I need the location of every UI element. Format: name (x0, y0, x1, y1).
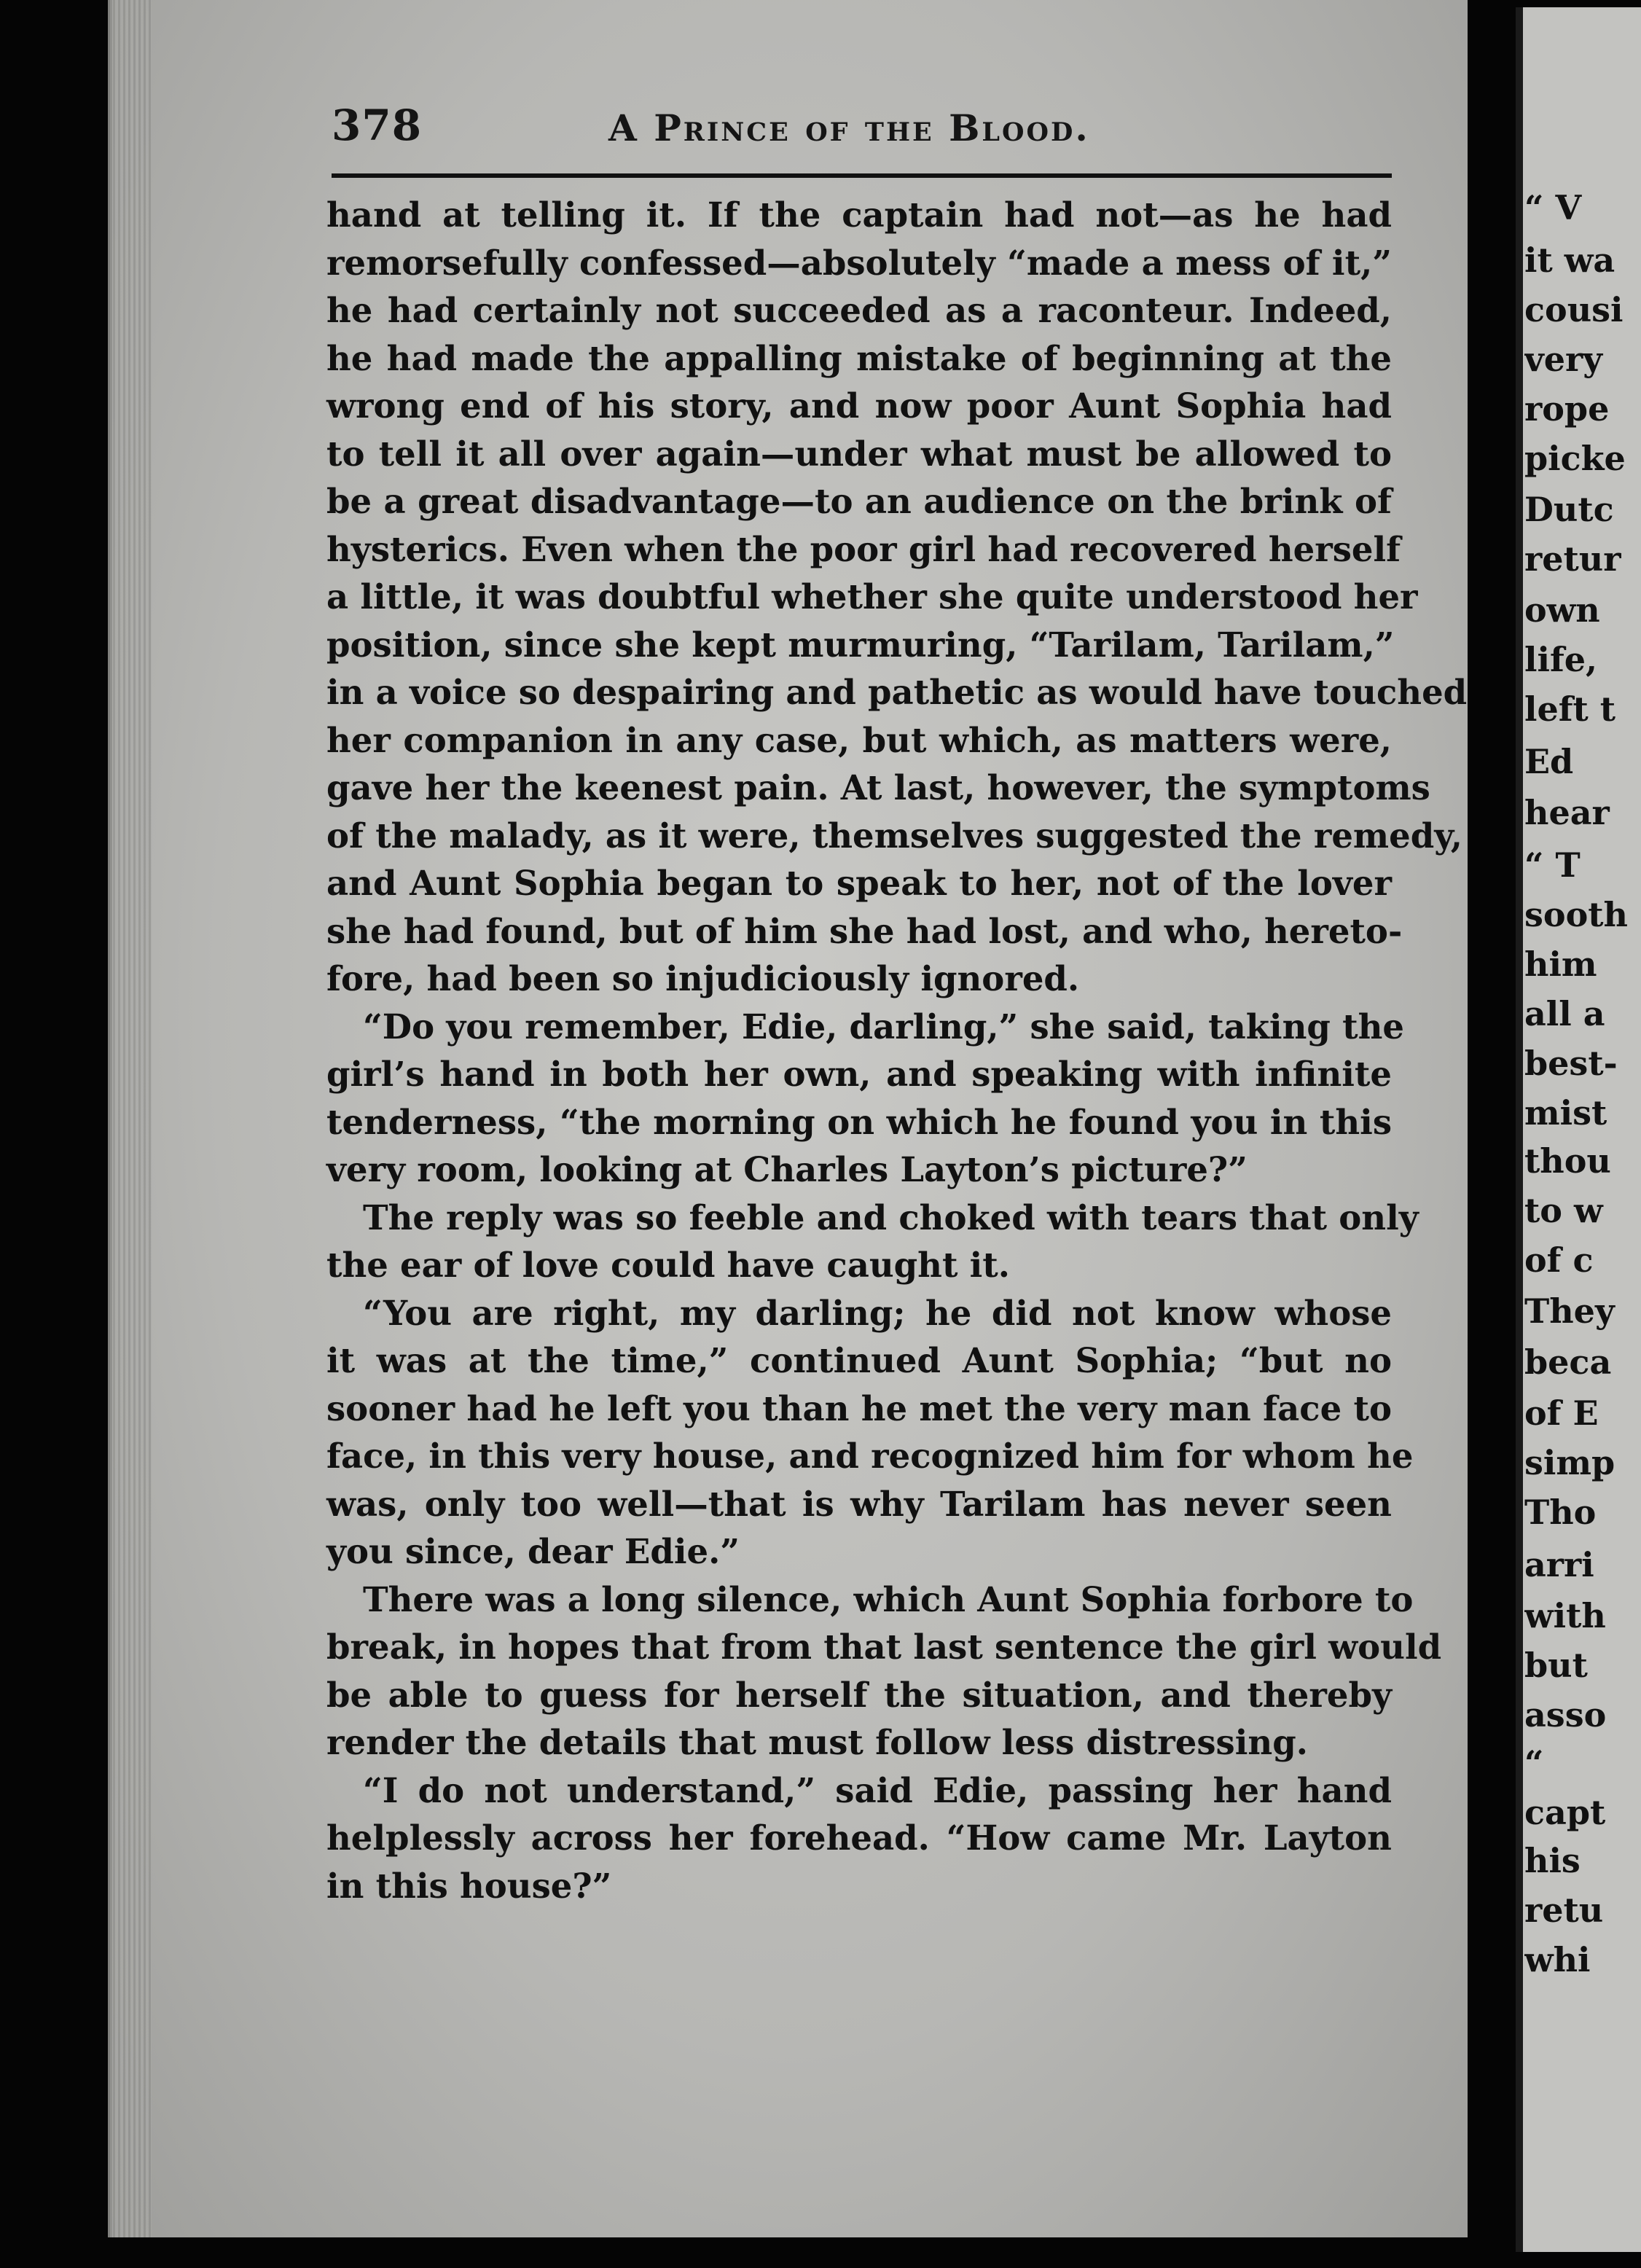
text-line: “You are right, my darling; he did not know whose (363, 1292, 1392, 1333)
facing-page-fragment: beca (1524, 1342, 1612, 1382)
text-line: the ear of love could have caught it. (326, 1245, 1010, 1285)
facing-page-fragment: retur (1524, 539, 1621, 579)
paragraph (326, 191, 1468, 1003)
facing-page-fragment: whi (1524, 1940, 1591, 1979)
text-line: break, in hopes that from that last sentence the girl would (326, 1627, 1442, 1667)
text-line: a little, it was doubtful whether she quite understood her (326, 576, 1418, 617)
text-line: of the malady, as it were, themselves suggested the remedy, (326, 815, 1462, 856)
facing-page-fragment: his (1524, 1841, 1581, 1880)
text-line: he had made the appalling mistake of beginning at the (326, 337, 1392, 378)
facing-page-fragment: best- (1524, 1044, 1618, 1083)
text-line: wrong end of his story, and now poor Aunt Sophia had (326, 386, 1392, 426)
facing-page-fragment: left t (1524, 689, 1616, 729)
paragraph (326, 1003, 1404, 1194)
facing-page-fragment: it wa (1524, 241, 1615, 280)
header-rule (332, 173, 1392, 178)
text-line: in a voice so despairing and pathetic as would have touched (326, 672, 1468, 712)
facing-page-fragment: cousi (1524, 290, 1624, 329)
text-line: and Aunt Sophia began to speak to her, not of the lover (326, 863, 1392, 903)
facing-page-fragment: of E (1524, 1393, 1599, 1433)
facing-page-fragment: rope (1524, 389, 1610, 429)
text-line: face, in this very house, and recognized him for whom he (326, 1436, 1414, 1476)
facing-page-fragment: sooth (1524, 895, 1628, 934)
paragraph (326, 1767, 1392, 1910)
paragraph (326, 1576, 1442, 1767)
text-line: be able to guess for herself the situation, and thereby (326, 1674, 1392, 1715)
facing-page-fragment: life, (1524, 640, 1598, 679)
facing-page-fragment: own (1524, 590, 1600, 630)
text-line: There was a long silence, which Aunt Sophia forbore to (363, 1579, 1414, 1619)
text-line: tenderness, “the morning on which he found you in this (326, 1101, 1392, 1142)
facing-page-fragment: mist (1524, 1093, 1607, 1133)
text-line: he had certainly not succeeded as a raconteur. Indeed, (326, 290, 1392, 330)
text-line: she had found, but of him she had lost, and who, hereto- (326, 910, 1403, 951)
text-line: position, since she kept murmuring, “Tarilam, Tarilam,” (326, 624, 1395, 665)
text-line: very room, looking at Charles Layton’s picture?” (326, 1149, 1248, 1189)
facing-page-fragment: him (1524, 945, 1597, 984)
text-line: her companion in any case, but which, as matters were, (326, 719, 1392, 760)
text-line: helplessly across her forehead. “How came Mr. Layton (326, 1818, 1392, 1858)
text-line: hand at telling it. If the captain had not—as he had (326, 195, 1392, 235)
facing-page-fragment: simp (1524, 1443, 1615, 1482)
text-line: sooner had he left you than he met the very man face to (326, 1388, 1392, 1428)
text-line: render the details that must follow less distressing. (326, 1722, 1308, 1762)
facing-page-fragment: thou (1524, 1141, 1611, 1181)
text-line: hysterics. Even when the poor girl had recovered herself (326, 528, 1401, 569)
running-title: A Prince of the Blood. (608, 106, 1090, 149)
facing-page-fragment: capt (1524, 1793, 1606, 1832)
facing-page-fragment: hear (1524, 793, 1610, 832)
facing-page-fragment: of c (1524, 1240, 1594, 1280)
text-line: gave her the keenest pain. At last, however, the symptoms (326, 767, 1430, 808)
facing-page-fragment: Tho (1524, 1493, 1597, 1532)
text-line: fore, had been so injudiciously ignored. (326, 958, 1080, 998)
facing-page-fragment: “ T (1524, 845, 1581, 885)
facing-page-fragment: They (1524, 1291, 1615, 1331)
page-number: 378 (332, 101, 423, 150)
facing-page-fragment: retu (1524, 1890, 1604, 1930)
text-line: you since, dear Edie.” (326, 1531, 740, 1571)
facing-page-fragment: “ (1524, 1743, 1544, 1783)
facing-page-fragment: all a (1524, 994, 1605, 1033)
text-line: “I do not understand,” said Edie, passing her hand (363, 1770, 1392, 1810)
facing-page-fragment: arri (1524, 1545, 1594, 1584)
page-edge-shadow (108, 0, 152, 2237)
text-line: to tell it all over again—under what must be allowed to (326, 433, 1392, 474)
text-line: it was at the time,” continued Aunt Sophia; “but no (326, 1340, 1392, 1380)
facing-page-fragment: asso (1524, 1695, 1607, 1735)
facing-page-fragment: with (1524, 1596, 1606, 1635)
facing-page-fragment: Ed (1524, 742, 1574, 781)
facing-page-fragment: “ V (1524, 188, 1582, 227)
text-line: The reply was so feeble and choked with tears that only (363, 1197, 1419, 1237)
text-line: was, only too well—that is why Tarilam has never seen (326, 1483, 1392, 1524)
text-line: “Do you remember, Edie, darling,” she said, taking the (363, 1006, 1404, 1047)
text-line: be a great disadvantage—to an audience on the brink of (326, 481, 1392, 521)
body-text (326, 191, 1468, 1909)
facing-page-fragment: but (1524, 1646, 1588, 1685)
facing-page-fragment: picke (1524, 439, 1626, 478)
facing-page-fragment: very (1524, 340, 1602, 379)
facing-page-fragment: to w (1524, 1191, 1603, 1230)
paragraph (326, 1289, 1414, 1576)
page-header (332, 101, 1388, 152)
text-line: girl’s hand in both her own, and speaking with infinite (326, 1054, 1392, 1094)
text-line: in this house?” (326, 1865, 612, 1906)
facing-page-fragment: Dutc (1524, 490, 1614, 529)
text-line: remorsefully confessed—absolutely “made a mess of it,” (326, 242, 1392, 283)
paragraph (326, 1194, 1419, 1289)
